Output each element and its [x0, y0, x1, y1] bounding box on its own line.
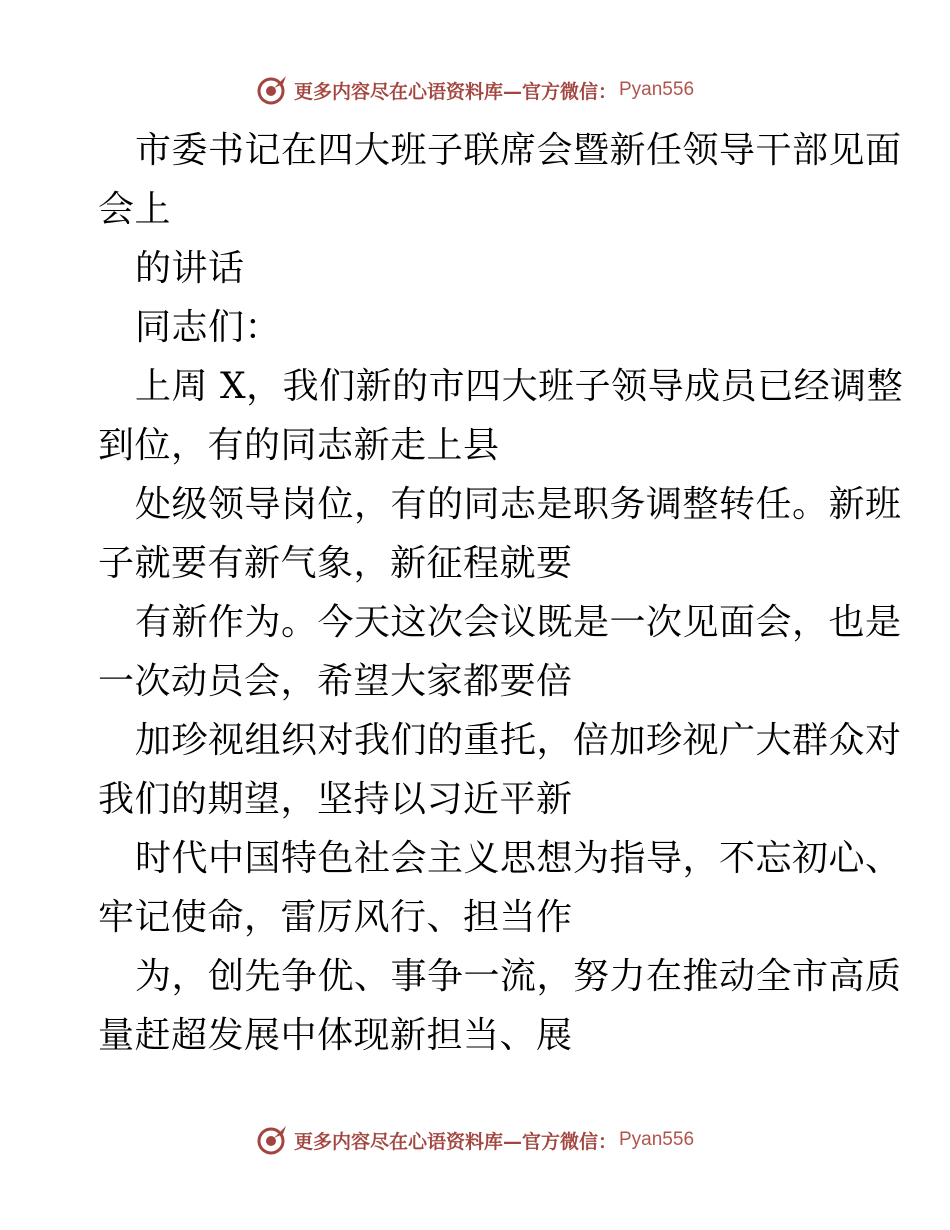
body-line: 一次动员会，希望大家都要倍	[98, 661, 573, 702]
body-line: 量赶超发展中体现新担当、展	[98, 1015, 573, 1056]
body-line: 到位，有的同志新走上县	[98, 425, 500, 466]
footer-banner-text: 更多内容尽在心语资料库—官方微信：	[293, 1130, 617, 1153]
body-line: 牢记使命，雷厉风行、担当作	[98, 897, 573, 938]
document-body	[98, 121, 904, 1065]
header-banner-id: Pyan556	[619, 79, 695, 100]
body-line: 有新作为。今天这次会议既是一次见面会，也是	[135, 602, 902, 643]
header-banner-text: 更多内容尽在心语资料库—官方微信：	[293, 80, 617, 103]
body-line: 上周 X，我们新的市四大班子领导成员已经调整	[135, 366, 904, 407]
title-line-2: 会上	[98, 189, 172, 230]
quill-logo-icon	[256, 74, 288, 106]
footer-banner-id: Pyan556	[619, 1129, 695, 1150]
title-line-1: 市委书记在四大班子联席会暨新任领导干部见面	[135, 130, 902, 171]
title-line-3: 的讲话	[135, 248, 245, 289]
body-line: 时代中国特色社会主义思想为指导，不忘初心、	[135, 838, 902, 879]
body-line: 为，创先争优、事争一流，努力在推动全市高质	[135, 956, 902, 997]
quill-logo-icon	[256, 1124, 288, 1156]
salutation: 同志们：	[135, 307, 282, 348]
header-banner	[0, 70, 950, 110]
body-line: 子就要有新气象，新征程就要	[98, 543, 573, 584]
footer-banner	[0, 1120, 950, 1160]
body-line: 我们的期望，坚持以习近平新	[98, 779, 573, 820]
body-line: 加珍视组织对我们的重托，倍加珍视广大群众对	[135, 720, 902, 761]
body-line: 处级领导岗位，有的同志是职务调整转任。新班	[135, 484, 902, 525]
